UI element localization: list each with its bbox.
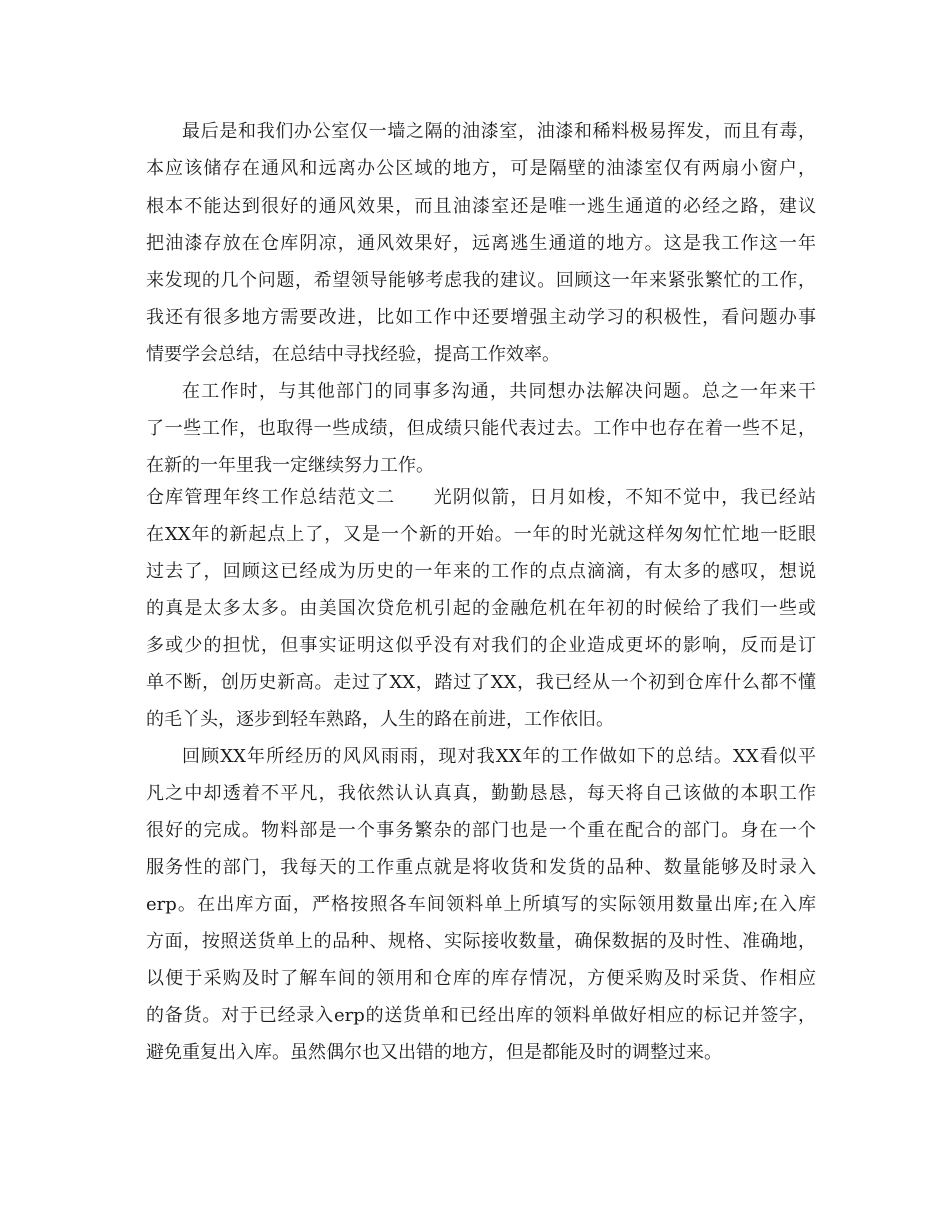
paragraph-line: 根本不能达到很好的通风效果，而且油漆室还是唯一逃生通道的必经之路，建议 [146,196,816,217]
paragraph-line: 情要学会总结，在总结中寻找经验，提高工作效率。 [146,344,560,365]
paragraph-line: 方面，按照送货单上的品种、规格、实际接收数量，确保数据的及时性、准确地， [146,931,816,952]
paragraph-line: 在XX年的新起点上了，又是一个新的开始。一年的时光就这样匆匆忙忙地一眨眼 [146,524,816,545]
paragraph-line: 凡之中却透着不平凡，我依然认认真真，勤勤恳恳，每天将自己该做的本职工作 [146,783,816,804]
paragraph-line: 单不断，创历史新高。走过了XX，踏过了XX，我已经从一个初到仓库什么都不懂 [146,672,816,693]
paragraph-line: 多或少的担忧，但事实证明这似乎没有对我们的企业造成更坏的影响，反而是订 [146,635,816,656]
paragraph-line: 在新的一年里我一定继续努力工作。 [146,455,434,476]
paragraph-line: 在工作时，与其他部门的同事多沟通，共同想办法解决问题。总之一年来干 [182,381,816,402]
paragraph-line: 的真是太多太多。由美国次贷危机引起的金融危机在年初的时候给了我们一些或 [146,598,816,619]
paragraph-line: 我还有很多地方需要改进，比如工作中还要增强主动学习的积极性，看问题办事 [146,307,816,328]
paragraph-line: 把油漆存放在仓库阴凉，通风效果好，远离逃生通道的地方。这是我工作这一年 [146,233,816,254]
paragraph-line: 以便于采购及时了解车间的领用和仓库的库存情况，方便采购及时采货、作相应 [146,968,816,989]
paragraph-line: 回顾XX年所经历的风风雨雨，现对我XX年的工作做如下的总结。XX看似平 [182,746,816,767]
paragraph-line: 最后是和我们办公室仅一墙之隔的油漆室，油漆和稀料极易挥发，而且有毒， [182,121,816,142]
paragraph-line: 来发现的几个问题，希望领导能够考虑我的建议。回顾这一年来紧张繁忙的工作， [146,270,816,291]
section-title-line: 仓库管理年终工作总结范文二 光阴似箭，日月如梭，不知不觉中，我已经站 [146,487,816,508]
paragraph-line: 本应该储存在通风和远离办公区域的地方，可是隔壁的油漆室仅有两扇小窗户， [146,158,816,179]
paragraph-line: 过去了，回顾这已经成为历史的一年来的工作的点点滴滴，有太多的感叹，想说 [146,561,816,582]
paragraph-line: 很好的完成。物料部是一个事务繁杂的部门也是一个重在配合的部门。身在一个 [146,820,816,841]
paragraph-line: 服务性的部门，我每天的工作重点就是将收货和发货的品种、数量能够及时录入 [146,857,816,878]
paragraph-line: 了一些工作，也取得一些成绩，但成绩只能代表过去。工作中也存在着一些不足， [146,418,816,439]
paragraph-line: 的毛丫头，逐步到轻车熟路，人生的路在前进，工作依旧。 [146,709,614,730]
paragraph-line: 避免重复出入库。虽然偶尔也又出错的地方，但是都能及时的调整过来。 [146,1042,722,1063]
paragraph-line: erp。在出库方面，严格按照各车间领料单上所填写的实际领用数量出库;在入库 [146,894,816,915]
paragraph-line: 的备货。对于已经录入erp的送货单和已经出库的领料单做好相应的标记并签字， [146,1005,816,1026]
